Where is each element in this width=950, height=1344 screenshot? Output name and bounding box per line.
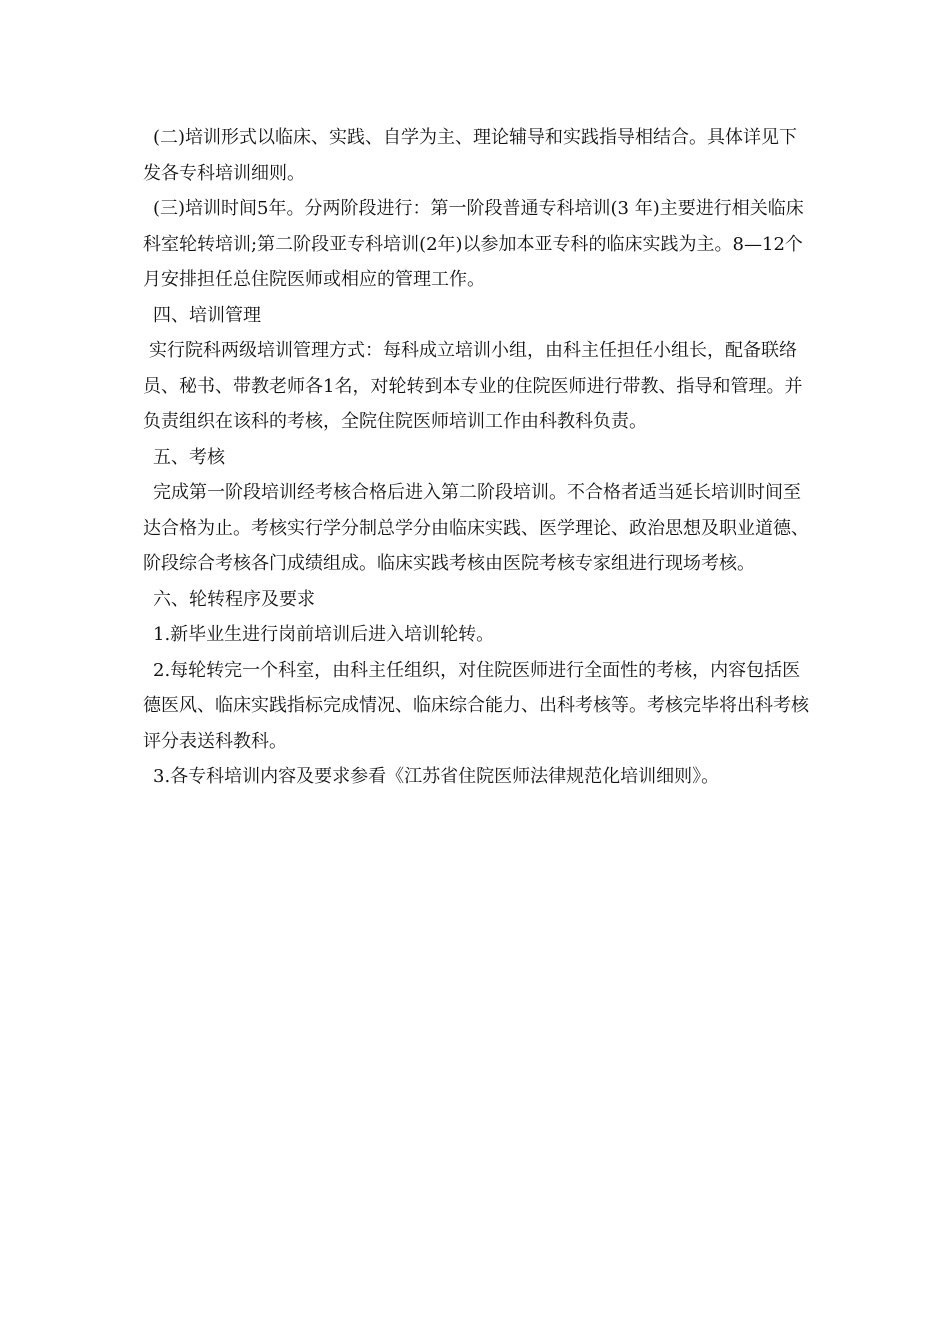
- document-body: [143, 120, 813, 795]
- paragraph-management: 实行院科两级培训管理方式：每科成立培训小组，由科主任担任小组长，配备联络员、秘书、带教老师各1名，对轮转到本专业的住院医师进行带教、指导和管理。并负责组织在该科的考核，全院住院医师培训工作由科教科负责。: [143, 340, 803, 432]
- paragraph-assessment: 完成第一阶段培训经考核合格后进入第二阶段培训。不合格者适当延长培训时间至达合格为止。考核实行学分制总学分由临床实践、医学理论、政治思想及职业道德、阶段综合考核各门成绩组成。临床实践考核由医院考核专家组进行现场考核。: [143, 482, 809, 574]
- paragraph-training-time: (三)培训时间5年。分两阶段进行：第一阶段普通专科培训(3 年)主要进行相关临床科室轮转培训;第二阶段亚专科培训(2年)以参加本亚专科的临床实践为主。8—12个月安排担任总住院医师或相应的管理工作。: [143, 198, 804, 290]
- list-item-1: 1.新毕业生进行岗前培训后进入培训轮转。: [153, 624, 495, 645]
- section-heading-rotation: 六、轮转程序及要求: [153, 588, 315, 610]
- paragraph-training-form: (二)培训形式以临床、实践、自学为主、理论辅导和实践指导相结合。具体详见下发各专科培训细则。: [143, 127, 798, 184]
- section-heading-assessment: 五、考核: [153, 446, 225, 468]
- section-heading-management: 四、培训管理: [153, 304, 261, 326]
- list-item-3: 3.各专科培训内容及要求参看《江苏省住院医师法律规范化培训细则》。: [153, 766, 720, 787]
- list-item-2: 2.每轮转完一个科室，由科主任组织，对住院医师进行全面性的考核，内容包括医德医风、临床实践指标完成情况、临床综合能力、出科考核等。考核完毕将出科考核评分表送科教科。: [143, 659, 809, 752]
